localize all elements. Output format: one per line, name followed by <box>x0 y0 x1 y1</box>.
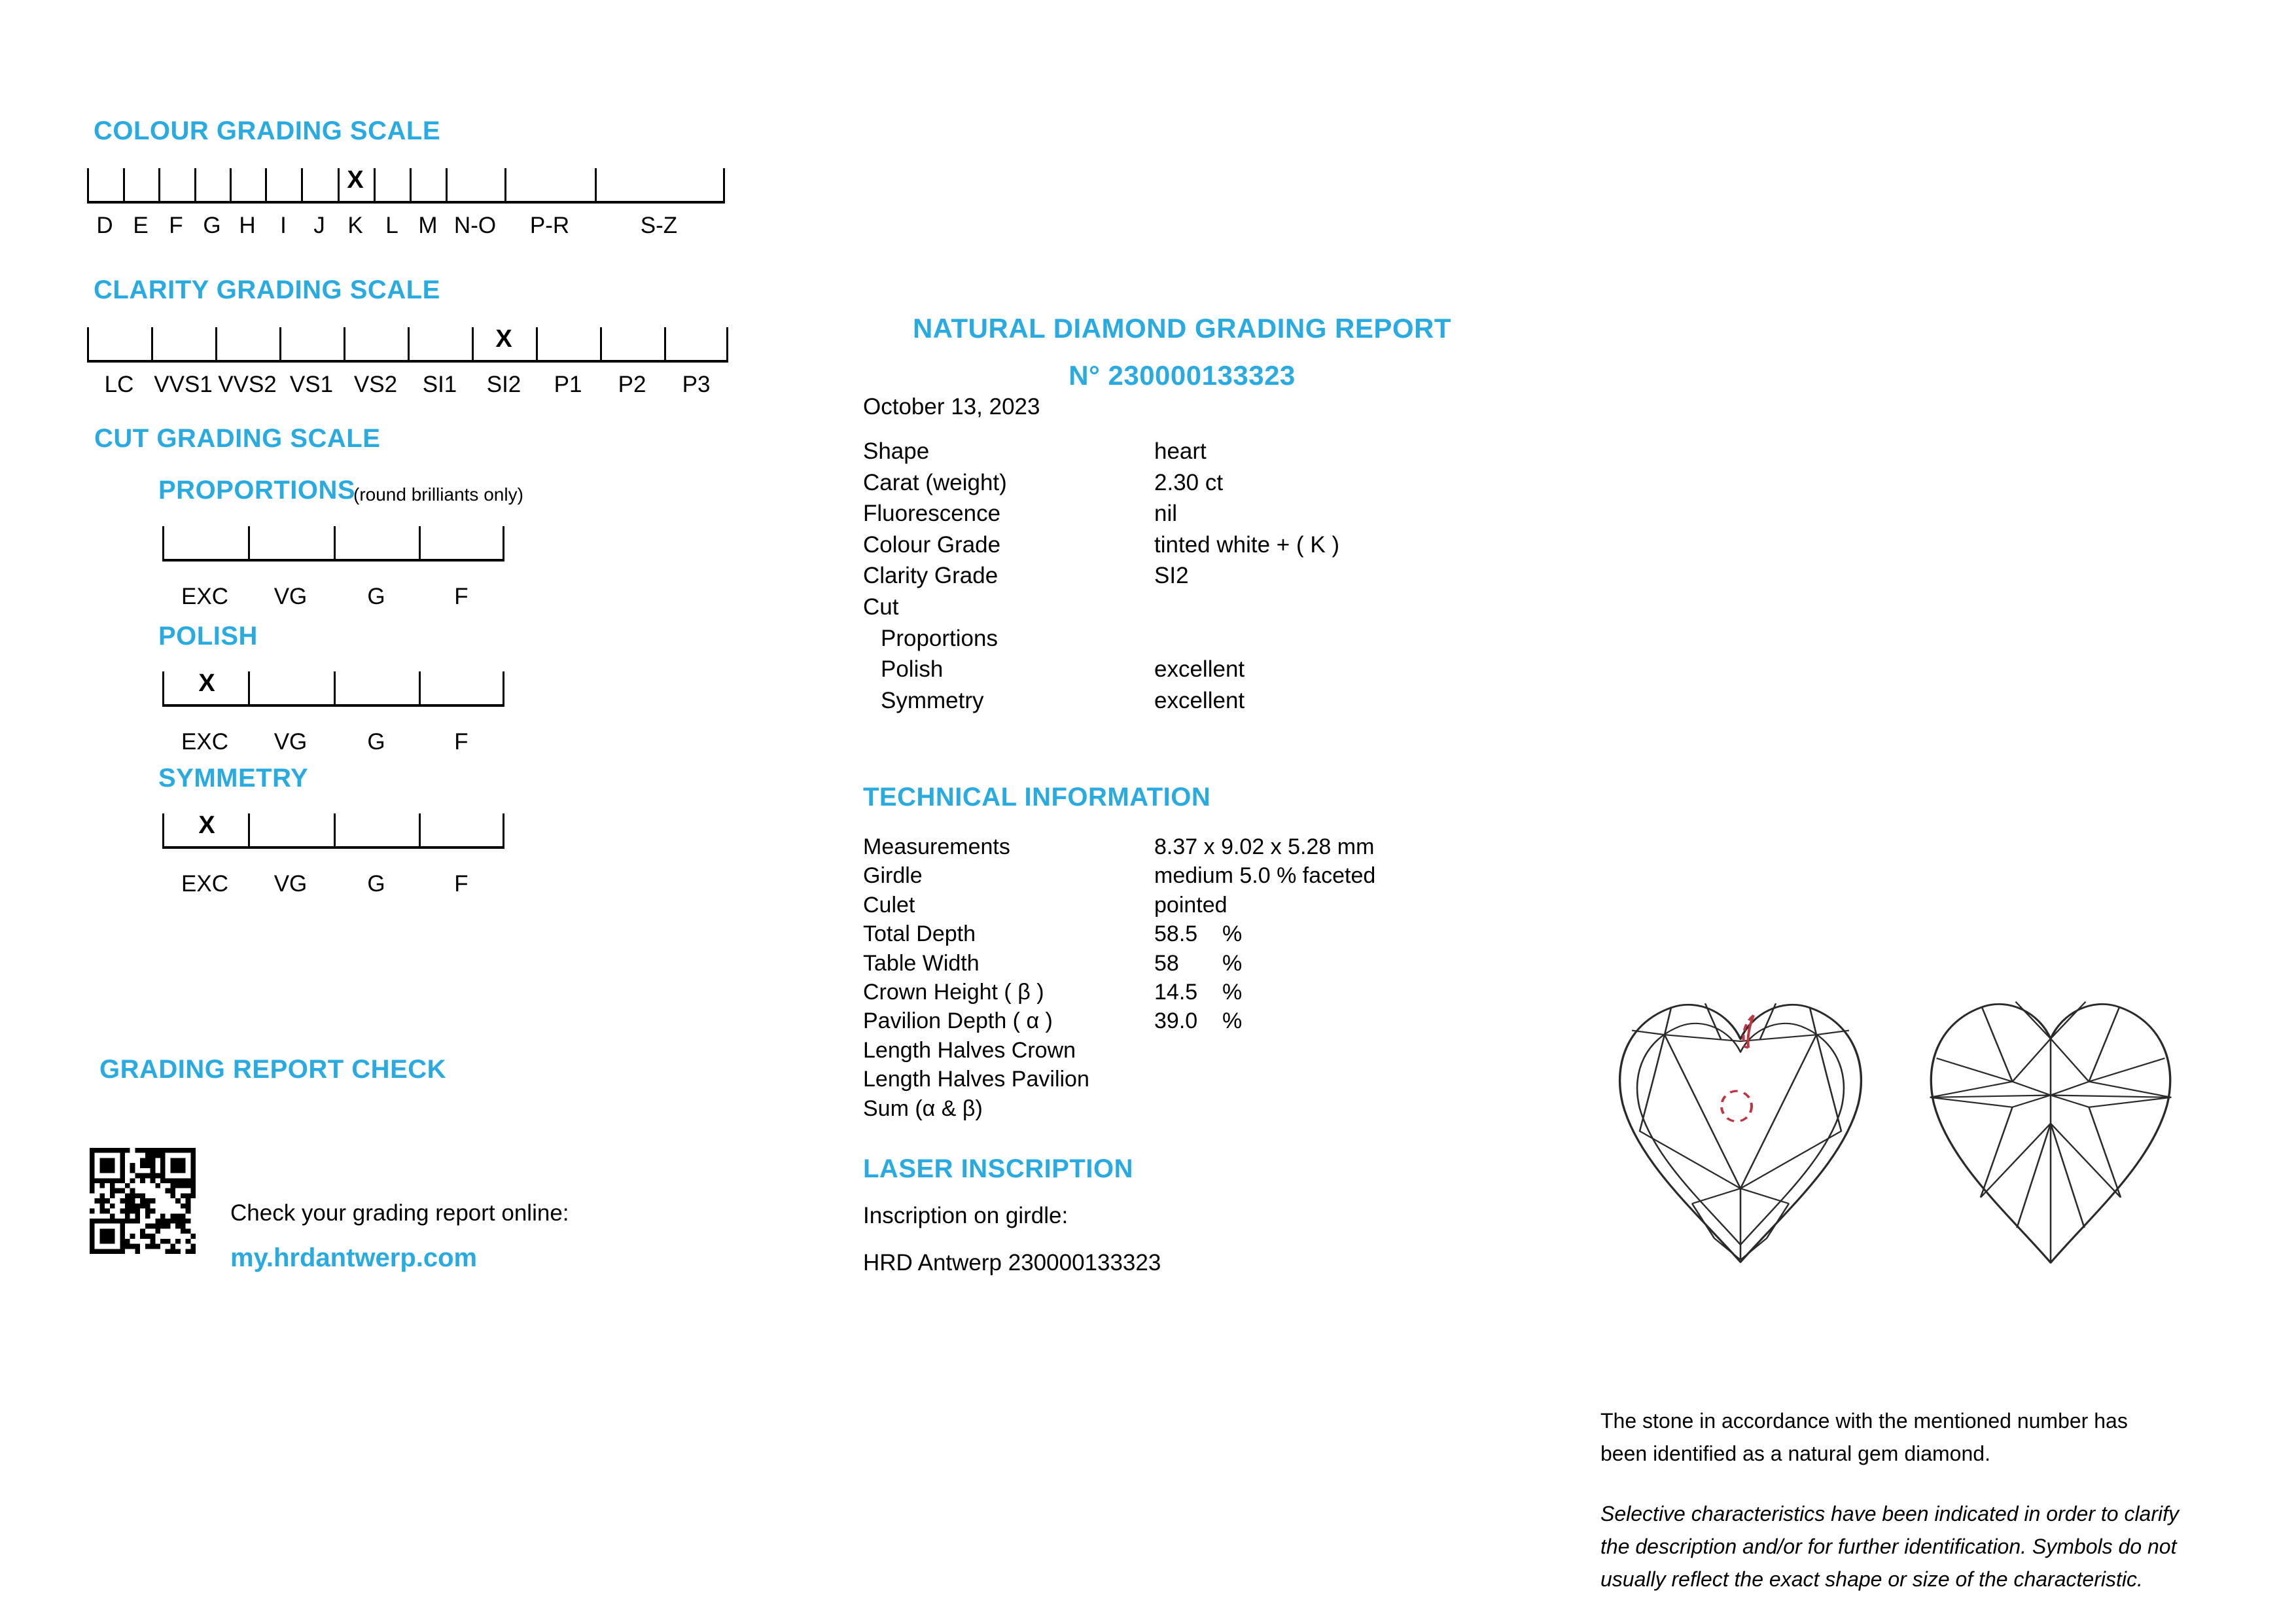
colour-grade-label: S-Z <box>640 213 678 238</box>
technical-title: TECHNICAL INFORMATION <box>863 783 1211 812</box>
row-value: excellent <box>1154 656 1245 683</box>
ruler-tick <box>595 168 597 201</box>
row-unit: % <box>1222 950 1243 976</box>
report-row <box>863 529 1340 561</box>
report-row <box>863 498 1222 529</box>
technical-row <box>863 891 1242 919</box>
colour-grade-label: P-R <box>529 213 570 238</box>
ruler-tick <box>279 327 281 360</box>
colour-grade-mark: X <box>347 166 364 194</box>
ruler-tick <box>726 327 728 360</box>
ruler-tick <box>446 168 448 201</box>
report-title: NATURAL DIAMOND GRADING REPORT <box>912 313 1452 344</box>
colour-scale-title: COLOUR GRADING SCALE <box>94 116 440 145</box>
technical-row <box>863 1007 1242 1035</box>
ruler-tick <box>600 327 602 360</box>
row-value: tinted white + ( K ) <box>1154 531 1340 558</box>
row-label: Culet <box>863 892 915 918</box>
cut-grade-label: VG <box>274 871 308 897</box>
ruler-tick <box>334 671 336 704</box>
ruler-tick <box>410 168 412 201</box>
clarity-scale-labels <box>87 372 728 398</box>
clarity-grade-label: VS1 <box>289 372 334 397</box>
ruler-tick <box>472 327 474 360</box>
ruler-tick <box>344 327 345 360</box>
row-label: Table Width <box>863 950 980 976</box>
clarity-grade-label: VVS2 <box>218 372 277 397</box>
clarity-grade-label: P2 <box>618 372 646 397</box>
ruler-tick <box>503 671 504 704</box>
row-value: pointed <box>1154 892 1227 918</box>
ruler-tick <box>248 526 250 559</box>
qr-code <box>90 1148 196 1254</box>
pavilion-view-diagram <box>1908 991 2193 1274</box>
colour-grade-label: K <box>347 213 363 238</box>
row-value: 39.0 <box>1154 1008 1198 1034</box>
technical-row <box>863 861 1376 890</box>
ruler-tick <box>248 813 250 846</box>
cut-grade-label: G <box>367 729 385 755</box>
ruler-tick <box>503 526 504 559</box>
ruler-tick <box>419 671 421 704</box>
cut-grade-label: G <box>367 584 385 609</box>
clarity-grade-label: VVS1 <box>154 372 213 397</box>
row-value: 2.30 ct <box>1154 469 1224 495</box>
characteristics-disclaimer: Selective characteristics have been indicated in order to clarify the description and/or for further identification. Symbols do not usually reflect the exact shape or size of the characteristic. <box>1600 1502 2179 1591</box>
technical-rows <box>863 832 1376 1123</box>
ruler-tick <box>419 813 421 846</box>
clarity-grade-label: SI2 <box>486 372 521 397</box>
row-label: Symmetry <box>881 687 984 713</box>
row-label: Polish <box>881 656 944 683</box>
row-label: Length Halves Pavilion <box>863 1067 1089 1092</box>
row-label: Measurements <box>863 834 1010 859</box>
row-label: Girdle <box>863 863 923 889</box>
ruler-tick <box>215 327 217 360</box>
clarity-grade-label: P3 <box>682 372 711 397</box>
report-check-title: GRADING REPORT CHECK <box>99 1055 447 1084</box>
row-label: Total Depth <box>863 921 976 947</box>
ruler-tick <box>334 813 336 846</box>
technical-row <box>863 1036 1242 1065</box>
ruler-tick <box>162 813 164 846</box>
colour-grade-label: H <box>239 213 256 238</box>
row-label: Sum (α & β) <box>863 1096 983 1121</box>
report-row <box>863 623 1222 654</box>
row-label: Clarity Grade <box>863 563 998 589</box>
colour-grade-label: G <box>203 213 221 238</box>
colour-grade-label: J <box>313 213 325 238</box>
report-date: October 13, 2023 <box>863 394 1040 419</box>
technical-row <box>863 978 1242 1007</box>
clarity-grade-mark: X <box>495 325 512 353</box>
cut-grade-label: F <box>454 729 468 755</box>
row-label: Length Halves Crown <box>863 1037 1076 1063</box>
technical-row <box>863 919 1242 948</box>
report-check-caption: Check your grading report online: <box>230 1200 569 1226</box>
report-row <box>863 560 1222 592</box>
row-value: excellent <box>1154 687 1245 713</box>
row-label: Proportions <box>881 625 998 651</box>
row-unit: % <box>1222 980 1243 1005</box>
polish-grade-mark: X <box>198 669 215 697</box>
row-label: Shape <box>863 438 930 464</box>
clarity-grade-label: VS2 <box>353 372 398 397</box>
row-value: medium 5.0 % faceted <box>1154 863 1376 889</box>
ruler-tick <box>151 327 153 360</box>
colour-scale-ruler <box>87 166 725 204</box>
ruler-tick <box>334 526 336 559</box>
cut-grade-label: EXC <box>181 584 228 609</box>
row-value: heart <box>1154 438 1207 464</box>
identification-statement: The stone in accordance with the mentioned number has been identified as a natural gem diamond. <box>1600 1409 2128 1465</box>
laser-inscription: HRD Antwerp 230000133323 <box>863 1250 1161 1275</box>
colour-grade-label: M <box>418 213 438 238</box>
colour-grade-label: I <box>280 213 287 238</box>
row-label: Colour Grade <box>863 531 1001 558</box>
colour-grade-label: L <box>385 213 398 238</box>
colour-grade-label: D <box>96 213 113 238</box>
symmetry-grade-mark: X <box>198 812 215 839</box>
report-row <box>863 467 1222 499</box>
ruler-tick <box>248 671 250 704</box>
clarity-scale-ruler <box>87 325 728 363</box>
ruler-tick <box>301 168 303 201</box>
ruler-tick <box>123 168 125 201</box>
technical-row <box>863 1065 1242 1094</box>
symmetry-labels <box>162 871 504 897</box>
clarity-grade-label: SI1 <box>422 372 457 397</box>
laser-title: LASER INSCRIPTION <box>863 1154 1133 1183</box>
ruler-tick <box>503 813 504 846</box>
cut-grade-label: EXC <box>181 729 228 755</box>
row-value: 58 <box>1154 950 1179 976</box>
polish-title: POLISH <box>158 622 258 651</box>
report-check-url[interactable]: my.hrdantwerp.com <box>230 1243 478 1272</box>
ruler-tick <box>194 168 196 201</box>
report-row <box>863 436 1222 467</box>
row-value: 14.5 <box>1154 980 1198 1005</box>
cut-grade-label: F <box>454 584 468 609</box>
row-label: Crown Height ( β ) <box>863 980 1044 1005</box>
ruler-tick <box>723 168 725 201</box>
ruler-tick <box>338 168 340 201</box>
cut-scale-title: CUT GRADING SCALE <box>94 424 381 453</box>
symmetry-ruler <box>162 811 504 849</box>
ruler-tick <box>158 168 160 201</box>
report-row <box>863 654 1245 685</box>
cut-grade-label: F <box>454 871 468 897</box>
ruler-tick <box>87 327 89 360</box>
proportions-labels <box>162 584 504 610</box>
proportions-note: (round brilliants only) <box>353 484 523 505</box>
ruler-tick <box>265 168 267 201</box>
row-unit: % <box>1222 1008 1243 1034</box>
report-row <box>863 685 1245 717</box>
proportions-ruler <box>162 524 504 562</box>
proportions-title: PROPORTIONS <box>158 476 356 505</box>
laser-caption: Inscription on girdle: <box>863 1203 1069 1228</box>
colour-grade-label: N-O <box>453 213 497 238</box>
row-value: SI2 <box>1154 563 1189 589</box>
row-unit: % <box>1222 921 1243 947</box>
clarity-scale-title: CLARITY GRADING SCALE <box>94 276 440 304</box>
ruler-tick <box>162 671 164 704</box>
clarity-grade-label: LC <box>104 372 134 397</box>
cut-grade-label: VG <box>274 729 308 755</box>
technical-row <box>863 832 1375 861</box>
technical-row <box>863 949 1242 978</box>
report-number: N° 230000133323 <box>1069 360 1296 391</box>
row-label: Cut <box>863 594 899 620</box>
cut-grade-label: G <box>367 871 385 897</box>
row-value: 8.37 x 9.02 x 5.28 mm <box>1154 834 1375 859</box>
report-rows <box>863 436 1340 716</box>
crown-view-diagram <box>1597 991 1884 1273</box>
colour-grade-label: E <box>133 213 149 238</box>
cut-grade-label: VG <box>274 584 308 609</box>
ruler-tick <box>230 168 232 201</box>
ruler-tick <box>87 168 89 201</box>
row-label: Carat (weight) <box>863 469 1007 495</box>
technical-row <box>863 1094 1242 1123</box>
row-label: Pavilion Depth ( α ) <box>863 1008 1053 1034</box>
ruler-tick <box>536 327 538 360</box>
ruler-tick <box>162 526 164 559</box>
ruler-tick <box>408 327 410 360</box>
ruler-tick <box>504 168 506 201</box>
cut-grade-label: EXC <box>181 871 228 897</box>
row-label: Fluorescence <box>863 501 1001 527</box>
row-value: 58.5 <box>1154 921 1198 947</box>
report-row <box>863 592 1222 623</box>
symmetry-title: SYMMETRY <box>158 764 309 793</box>
ruler-tick <box>664 327 666 360</box>
ruler-tick <box>374 168 376 201</box>
polish-labels <box>162 729 504 755</box>
polish-ruler <box>162 669 504 707</box>
ruler-tick <box>419 526 421 559</box>
colour-grade-label: F <box>169 213 183 238</box>
clarity-grade-label: P1 <box>554 372 582 397</box>
row-value: nil <box>1154 501 1178 527</box>
colour-scale-labels <box>87 213 725 239</box>
